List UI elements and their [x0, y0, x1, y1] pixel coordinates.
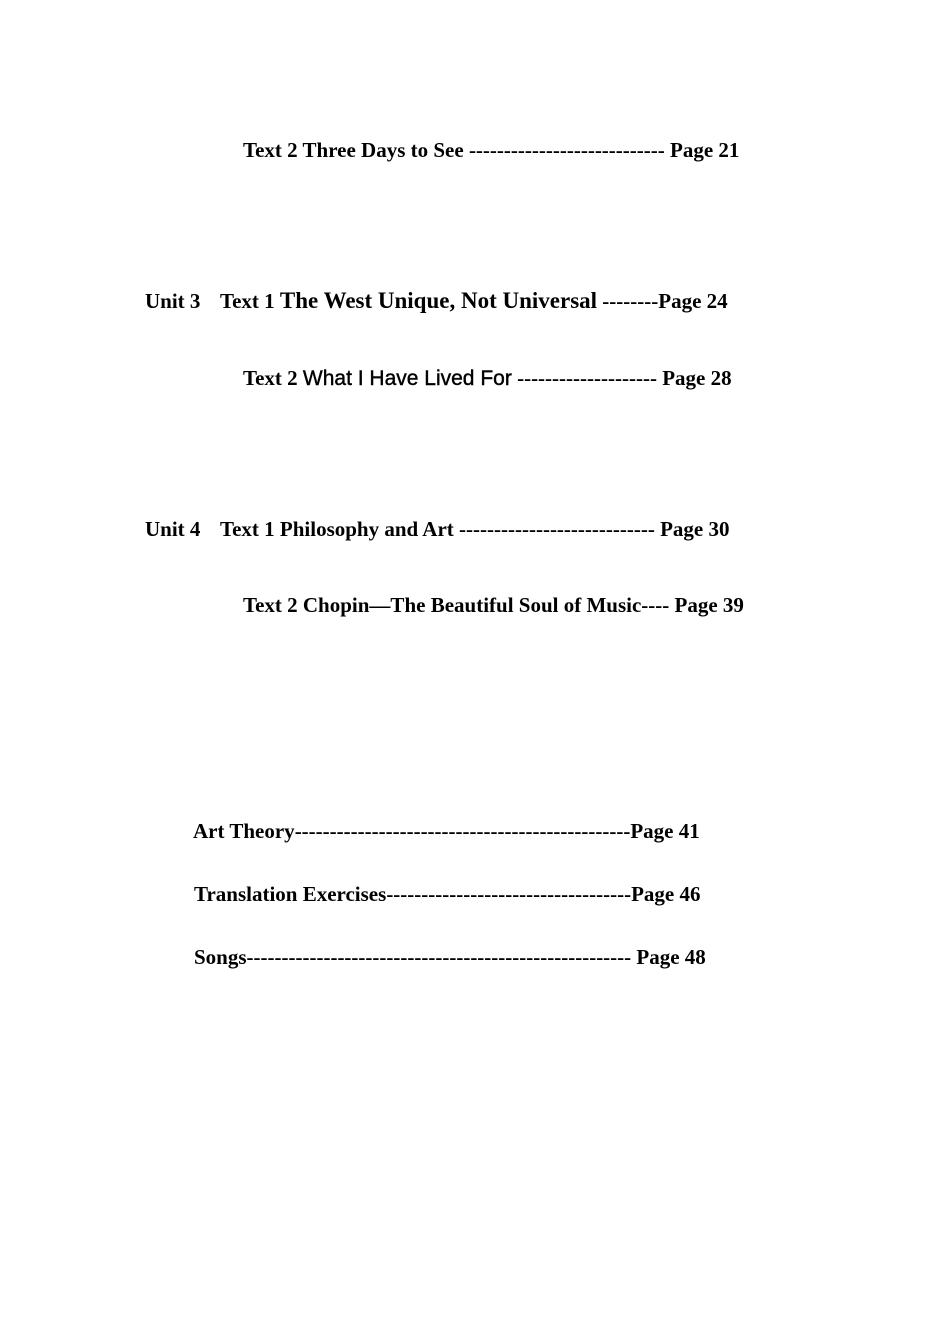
leader-dashes: -------- [597, 289, 659, 313]
leader-dashes: ----------------------------------- [386, 882, 632, 906]
page-number: Page 39 [669, 593, 744, 617]
entry-title: What I Have Lived For [302, 367, 512, 390]
page-number: Page 24 [658, 289, 728, 313]
unit-label: Unit 3 [145, 289, 201, 313]
toc-entry-unit3-text1 [145, 288, 728, 314]
entry-title: The West Unique, Not Universal [279, 288, 598, 313]
entry-prefix: Text 2 [243, 366, 303, 390]
leader-dashes: ---------------------------- [459, 517, 655, 541]
entry-title: Art Theory [193, 819, 295, 843]
entry-title: Text 2 Chopin—The Beautiful Soul of Music [243, 593, 642, 617]
unit-label: Unit 4 [145, 517, 201, 541]
leader-dashes: ------------------------------------------------ [294, 819, 631, 843]
entry-title: Text 2 Three Days to See [243, 138, 469, 162]
page-number: Page 30 [654, 517, 730, 541]
toc-entry-translation-exercises [194, 881, 700, 907]
page-number: Page 48 [631, 945, 706, 969]
entry-title: Translation Exercises [194, 882, 387, 906]
entry-prefix: Text 1 [220, 289, 280, 313]
toc-entry-unit4-text2 [243, 592, 744, 618]
page-number: Page 21 [664, 138, 740, 162]
leader-dashes: ---- [641, 593, 670, 617]
entry-title: Songs [194, 945, 247, 969]
leader-dashes: ---------------------------- [468, 138, 665, 162]
toc-entry-unit3-text2 [243, 365, 732, 392]
entry-title: Text 1 Philosophy and Art [220, 517, 460, 541]
leader-dashes: ------------------------------------------------------- [246, 945, 632, 969]
page-number: Page 46 [631, 882, 701, 906]
toc-entry-unit2-text2 [243, 137, 739, 163]
toc-entry-art-theory [193, 818, 700, 844]
leader-dashes: -------------------- [511, 366, 657, 390]
page-number: Page 41 [630, 819, 700, 843]
toc-entry-unit4-text1 [145, 516, 730, 542]
page-number: Page 28 [656, 366, 732, 390]
toc-entry-songs [194, 944, 706, 970]
